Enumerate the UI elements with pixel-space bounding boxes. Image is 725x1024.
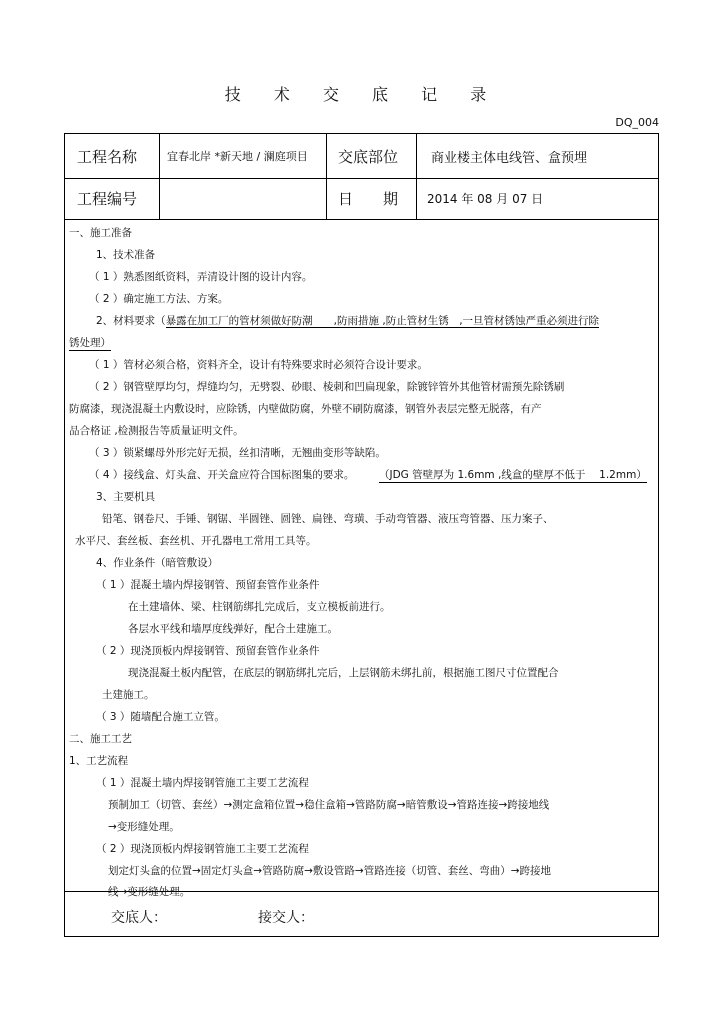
text-line: 土建施工。 [102, 689, 155, 701]
section-heading: 二、施工工艺 [69, 733, 132, 745]
text-line: 铅笔、钢卷尺、手锤、钢锯、半圆锉、圆锉、扁锉、弯璜、手动弯管器、液压弯管器、压力案子、 [102, 513, 554, 525]
document-number: DQ_004 [615, 116, 659, 129]
text-line: 各层水平线和墙厚度线弹好，配合土建施工。 [128, 623, 338, 635]
text-line [96, 313, 599, 328]
location-label: 交底部位 [338, 147, 399, 166]
text-line: 线→变形缝处理。 [108, 886, 191, 898]
date-value: 2014 年 08 月 07 日 [427, 192, 544, 206]
project-name-label: 工程名称 [77, 147, 138, 166]
subsection-heading: 3、主要机具 [96, 491, 156, 503]
subsection-heading: 4、作业条件（暗管敷设） [96, 557, 219, 569]
record-table [64, 133, 659, 937]
text-line: （ 3 ）锁紧螺母外形完好无损，丝扣清晰，无翘曲变形等缺陷。 [89, 447, 386, 459]
subsection-heading: 2、材料要求（ [96, 315, 166, 327]
text-line: （ 1 ）混凝土墙内焊接钢管施工主要工艺流程 [96, 777, 309, 789]
text-line: （ 1 ）熟悉图纸资料，弄清设计图的设计内容。 [89, 271, 313, 283]
col-divider [416, 134, 417, 219]
location-value: 商业楼主体电线管、盒预埋 [431, 150, 588, 166]
text-line: 预制加工（切管、套丝）→测定盒箱位置→稳住盒箱→管路防腐→暗管敷设→管路连接→跨接地线 [108, 799, 550, 811]
text-line: 防腐漆，现浇混凝土内敷设时，应除锈，内壁做防腐，外壁不刷防腐漆，钢管外表层完整无脱落，有产 [69, 403, 542, 415]
receiver-label: 接交人： [258, 910, 314, 926]
text-line: （ 1 ）混凝土墙内焊接钢管、预留套管作业条件 [96, 579, 320, 591]
text-line [89, 467, 354, 482]
project-name-value: 宜春北岸 *新天地 / 澜庭项目 [167, 150, 308, 163]
section-heading: 一、施工准备 [69, 227, 132, 239]
underlined-text: 锈处理） [69, 337, 111, 349]
row-divider [65, 219, 658, 220]
text-line: 品合格证 ,检测报告等质量证明文件。 [69, 425, 244, 437]
text-line: 水平尺、套丝板、套丝机、开孔器电工常用工具等。 [75, 535, 317, 547]
underlined-text: （JDG 管壁厚为 1.6mm ,线盒的壁厚不低于 1.2mm） [379, 469, 647, 481]
text-line: →变形缝处理。 [108, 821, 180, 833]
project-no-label: 工程编号 [77, 190, 138, 208]
col-divider [326, 134, 327, 219]
subsection-heading: 1、技术准备 [96, 249, 156, 261]
subsection-heading: 1、工艺流程 [69, 755, 129, 767]
text-line: （ 2 ）确定施工方法、方案。 [89, 293, 229, 305]
text-line: 在土建墙体、梁、柱钢筋绑扎完成后，支立模板前进行。 [128, 601, 391, 613]
document-title: 技 术 交 底 记 录 [224, 85, 501, 104]
underlined-text: 暴露在加工厂的管材须做好防潮 ,防雨措施 ,防止管材生锈 ,一旦管材锈蚀严重必须进行除 [165, 315, 600, 327]
text-line: （ 1 ）管材必须合格，资料齐全，设计有特殊要求时必须符合设计要求。 [89, 359, 428, 371]
text-line: （ 2 ）现浇顶板内焊接钢管、预留套管作业条件 [96, 645, 320, 657]
text-line: （ 2 ）现浇顶板内焊接钢管施工主要工艺流程 [96, 843, 309, 855]
text-line: 现浇混凝土板内配管，在底层的钢筋绑扎完后，上层钢筋未绑扎前，根据施工图尺寸位置配合 [128, 667, 559, 679]
text-line: 划定灯头盒的位置→固定灯头盒→管路防腐→敷设管路→管路连接（切管、套丝、弯曲）→跨接地 [108, 865, 551, 877]
text-line: （ 3 ）随墙配合施工立管。 [96, 711, 225, 723]
text-line: （ 2 ）钢管壁厚均匀，焊缝均匀，无劈裂、砂眼、棱刺和凹扁现象，除镀锌管外其他管材需预先除锈刷 [89, 381, 565, 393]
giver-label: 交底人： [111, 910, 167, 926]
date-label: 日 期 [338, 190, 399, 208]
col-divider [159, 134, 160, 219]
text-span: （ 4 ）接线盒、灯头盒、开关盒应符合国标图集的要求。 [89, 469, 355, 481]
